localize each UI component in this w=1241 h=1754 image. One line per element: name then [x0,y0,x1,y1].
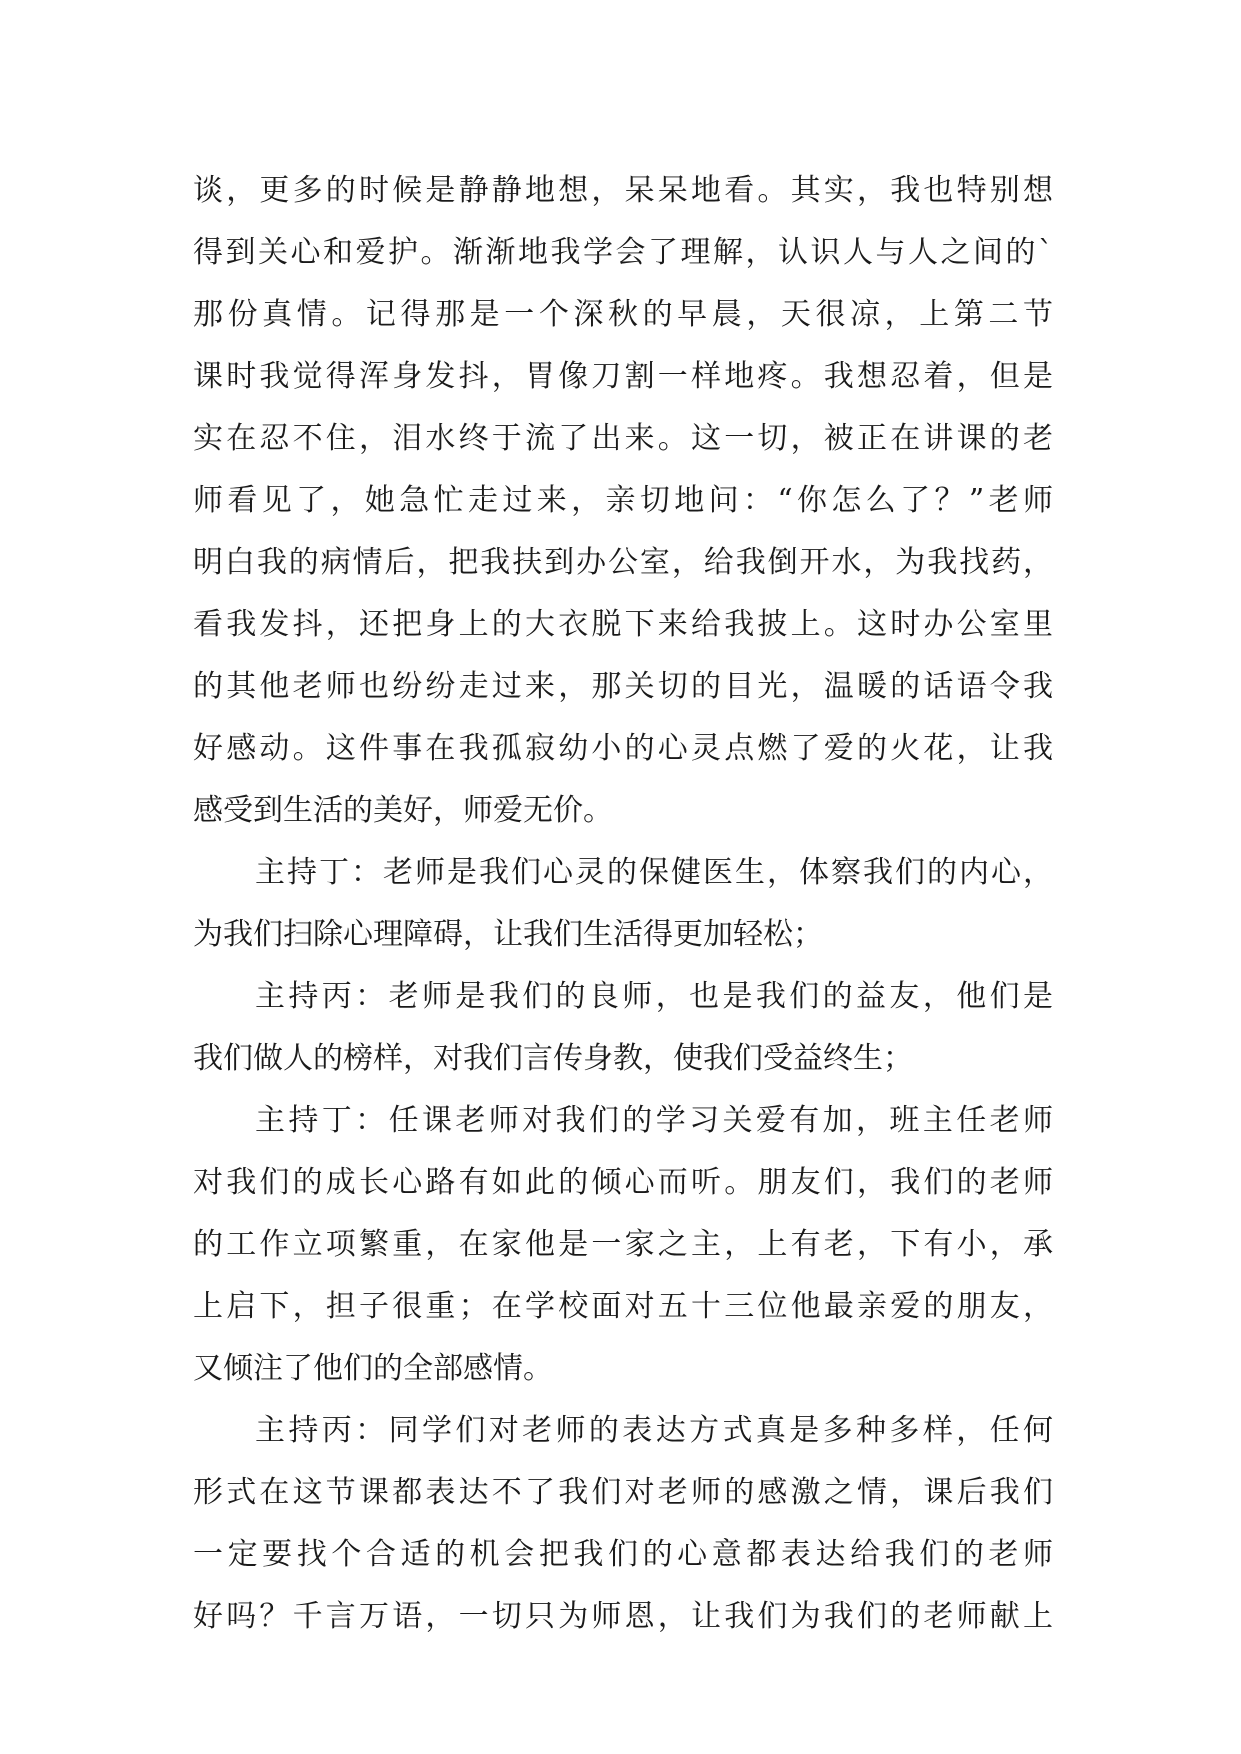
text-line: 上启下，担子很重；在学校面对五十三位他最亲爱的朋友， [193,1289,1053,1324]
text-line: 好感动。这件事在我孤寂幼小的心灵点燃了爱的火花，让我 [193,731,1053,766]
text-line: 一定要找个合适的机会把我们的心意都表达给我们的老师 [193,1537,1053,1572]
text-line: 的工作立项繁重，在家他是一家之主，上有老，下有小，承 [193,1227,1053,1262]
text-line: 明白我的病情后，把我扶到办公室，给我倒开水，为我找药， [193,545,1053,580]
text-line: 的其他老师也纷纷走过来，那关切的目光，温暖的话语令我 [193,669,1053,704]
text-line: 主持丁：老师是我们心灵的保健医生，体察我们的内心， [255,855,1053,890]
text-line: 好吗？千言万语，一切只为师恩，让我们为我们的老师献上 [193,1599,1053,1634]
text-line: 实在忍不住，泪水终于流了出来。这一切，被正在讲课的老 [193,421,1053,456]
text-line: 为我们扫除心理障碍，让我们生活得更加轻松； [193,917,823,952]
text-line: 得到关心和爱护。渐渐地我学会了理解，认识人与人之间的` [193,235,1053,270]
text-line: 又倾注了他们的全部感情。 [193,1351,553,1386]
text-line: 我们做人的榜样，对我们言传身教，使我们受益终生； [193,1041,913,1076]
text-line: 形式在这节课都表达不了我们对老师的感激之情，课后我们 [193,1475,1053,1510]
text-line: 师看见了，她急忙走过来，亲切地问：“你怎么了？”老师 [193,483,1053,518]
document-body [193,160,1053,1648]
text-line: 感受到生活的美好，师爱无价。 [193,793,613,828]
text-line: 主持丙：老师是我们的良师，也是我们的益友，他们是 [255,979,1053,1014]
text-line: 课时我觉得浑身发抖，胃像刀割一样地疼。我想忍着，但是 [193,359,1053,394]
text-line: 主持丁：任课老师对我们的学习关爱有加，班主任老师 [255,1103,1053,1138]
text-line: 谈，更多的时候是静静地想，呆呆地看。其实，我也特别想 [193,173,1053,208]
text-line: 主持丙：同学们对老师的表达方式真是多种多样，任何 [255,1413,1053,1448]
text-line: 那份真情。记得那是一个深秋的早晨，天很凉，上第二节 [193,297,1053,332]
text-line: 看我发抖，还把身上的大衣脱下来给我披上。这时办公室里 [193,607,1053,642]
text-line: 对我们的成长心路有如此的倾心而听。朋友们，我们的老师 [193,1165,1053,1200]
